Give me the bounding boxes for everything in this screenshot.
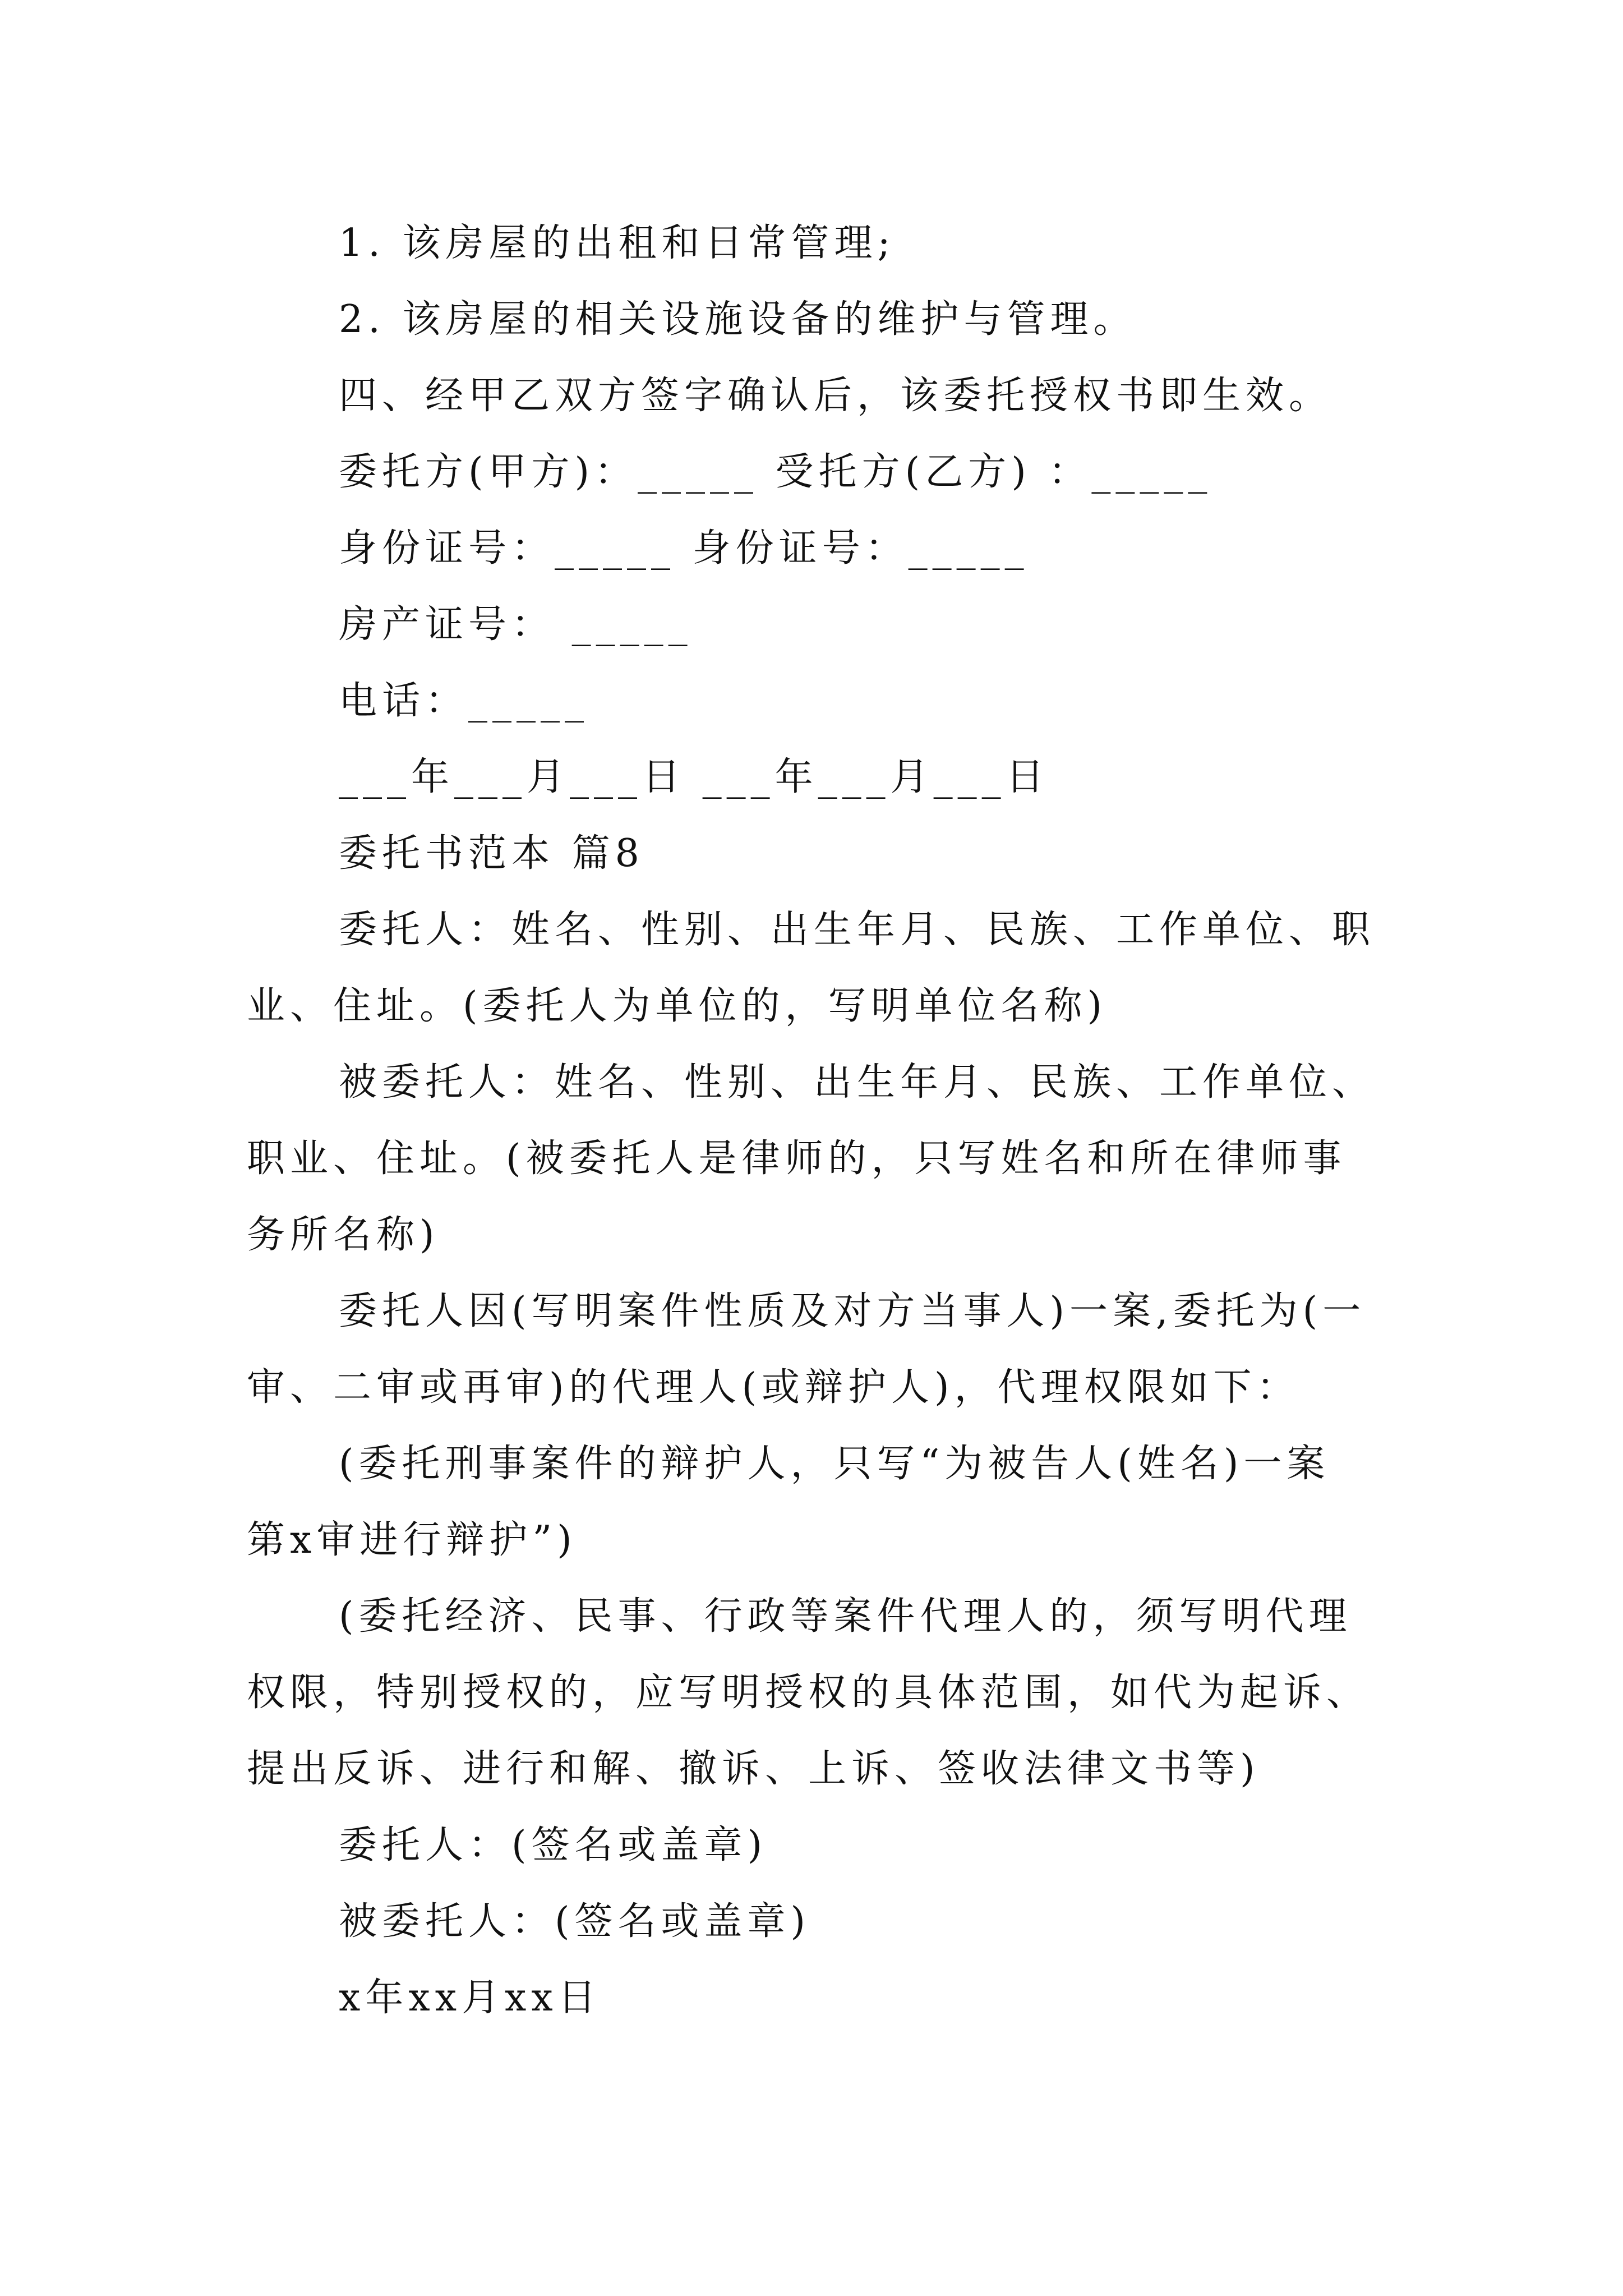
- civil-para-line-1: (委托经济、民事、行政等案件代理人的，须写明代理: [339, 1594, 1352, 1639]
- case-para-line-2: 审、二审或再审)的代理人(或辩护人)，代理权限如下：: [247, 1365, 1300, 1410]
- party-line: 委托方(甲方)：_____ 受托方(乙方) ：_____: [339, 450, 1212, 494]
- clause-item-2: 2. 该房屋的相关设施设备的维护与管理。: [339, 297, 1137, 342]
- principal-para-line-1: 委托人：姓名、性别、出生年月、民族、工作单位、职: [339, 908, 1376, 952]
- signature-date-line: x年xx月xx日: [339, 1976, 601, 2020]
- date-line: ___年___月___日 ___年___月___日: [339, 755, 1049, 799]
- clause-item-1: 1. 该房屋的出租和日常管理;: [339, 221, 896, 265]
- case-para-line-1: 委托人因(写明案件性质及对方当事人)一案,委托为(一: [339, 1289, 1366, 1333]
- property-cert-line: 房产证号： _____: [339, 602, 693, 647]
- clause-four: 四、经甲乙双方签字确认后，该委托授权书即生效。: [339, 374, 1332, 418]
- agent-para-line-2: 职业、住址。(被委托人是律师的，只写姓名和所在律师事: [247, 1137, 1347, 1181]
- agent-signature-line: 被委托人：(签名或盖章): [339, 1899, 811, 1944]
- principal-para-line-2: 业、住址。(委托人为单位的，写明单位名称): [247, 984, 1108, 1028]
- agent-para-line-1: 被委托人：姓名、性别、出生年月、民族、工作单位、: [339, 1060, 1376, 1105]
- civil-para-line-2: 权限，特别授权的，应写明授权的具体范围，如代为起诉、: [247, 1671, 1370, 1715]
- criminal-para-line-2: 第x审进行辩护”): [247, 1518, 577, 1562]
- civil-para-line-3: 提出反诉、进行和解、撤诉、上诉、签收法律文书等): [247, 1747, 1260, 1791]
- section-heading: 委托书范本 篇8: [339, 831, 644, 876]
- id-number-line: 身份证号：_____ 身份证号：_____: [339, 526, 1029, 570]
- phone-line: 电话：_____: [339, 679, 589, 723]
- agent-para-line-3: 务所名称): [247, 1213, 440, 1257]
- principal-signature-line: 委托人：(签名或盖章): [339, 1823, 768, 1867]
- criminal-para-line-1: (委托刑事案件的辩护人，只写“为被告人(姓名)一案: [339, 1442, 1330, 1486]
